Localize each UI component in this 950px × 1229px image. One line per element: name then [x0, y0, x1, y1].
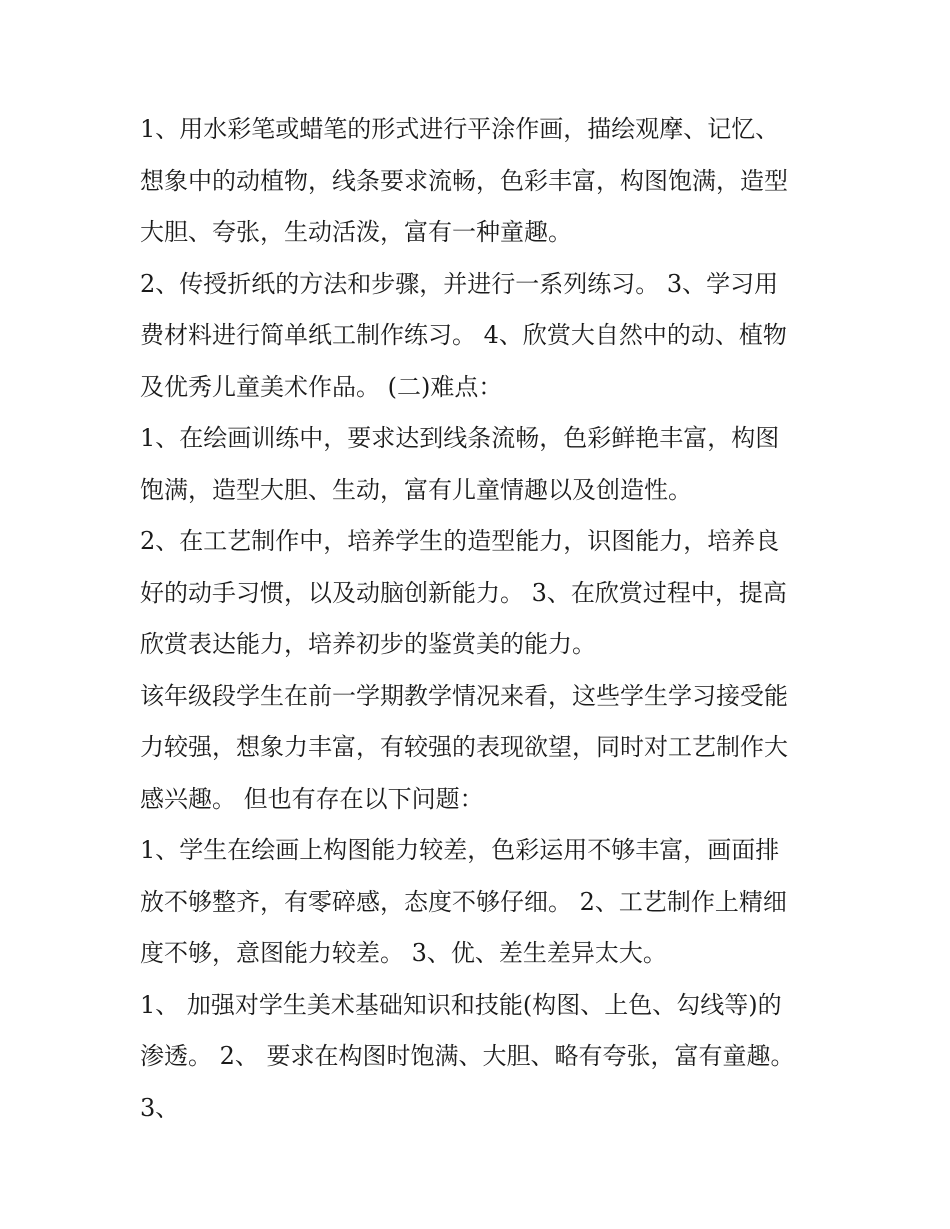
text-line: 1、在绘画训练中，要求达到线条流畅，色彩鲜艳丰富，构图 — [140, 424, 780, 452]
text-line: 1、学生在绘画上构图能力较差，色彩运用不够丰富，画面排 — [140, 836, 780, 864]
text-line: 1、用水彩笔或蜡笔的形式进行平涂作画，描绘观摩、记忆、 — [140, 115, 780, 143]
text-line: 渗透。 2、 要求在构图时饱满、大胆、略有夸张，富有童趣。 — [140, 1042, 795, 1070]
text-line: 该年级段学生在前一学期教学情况来看，这些学生学习接受能 — [140, 681, 788, 710]
text-line: 放不够整齐，有零碎感，态度不够仔细。 2、工艺制作上精细 — [140, 887, 787, 916]
text-line: 2、传授折纸的方法和步骤，并进行一系列练习。 3、学习用 — [140, 269, 779, 298]
text-line: 饱满，造型大胆、生动，富有儿童情趣以及创造性。 — [140, 475, 692, 504]
text-line: 感兴趣。 但也有存在以下问题： — [140, 784, 484, 813]
text-line: 费材料进行简单纸工制作练习。 4、欣赏大自然中的动、植物 — [140, 321, 787, 349]
text-line: 及优秀儿童美术作品。 (二)难点： — [140, 372, 503, 401]
text-line: 好的动手习惯，以及动脑创新能力。 3、在欣赏过程中，提高 — [140, 578, 787, 607]
text-line: 度不够，意图能力较差。 3、优、差生差异太大。 — [140, 939, 667, 967]
text-line: 1、 加强对学生美术基础知识和技能(构图、上色、勾线等)的 — [140, 990, 782, 1019]
text-line: 想象中的动植物，线条要求流畅，色彩丰富，构图饱满，造型 — [140, 166, 788, 195]
text-line: 2、在工艺制作中，培养学生的造型能力，识图能力，培养良 — [140, 527, 780, 555]
text-line: 大胆、夸张，生动活泼，富有一种童趣。 — [140, 218, 572, 246]
document-body — [140, 104, 820, 1134]
text-line: 欣赏表达能力，培养初步的鉴赏美的能力。 — [140, 630, 596, 658]
text-line: 力较强，想象力丰富，有较强的表现欲望，同时对工艺制作大 — [140, 733, 788, 761]
text-line: 3、 — [140, 1093, 180, 1122]
